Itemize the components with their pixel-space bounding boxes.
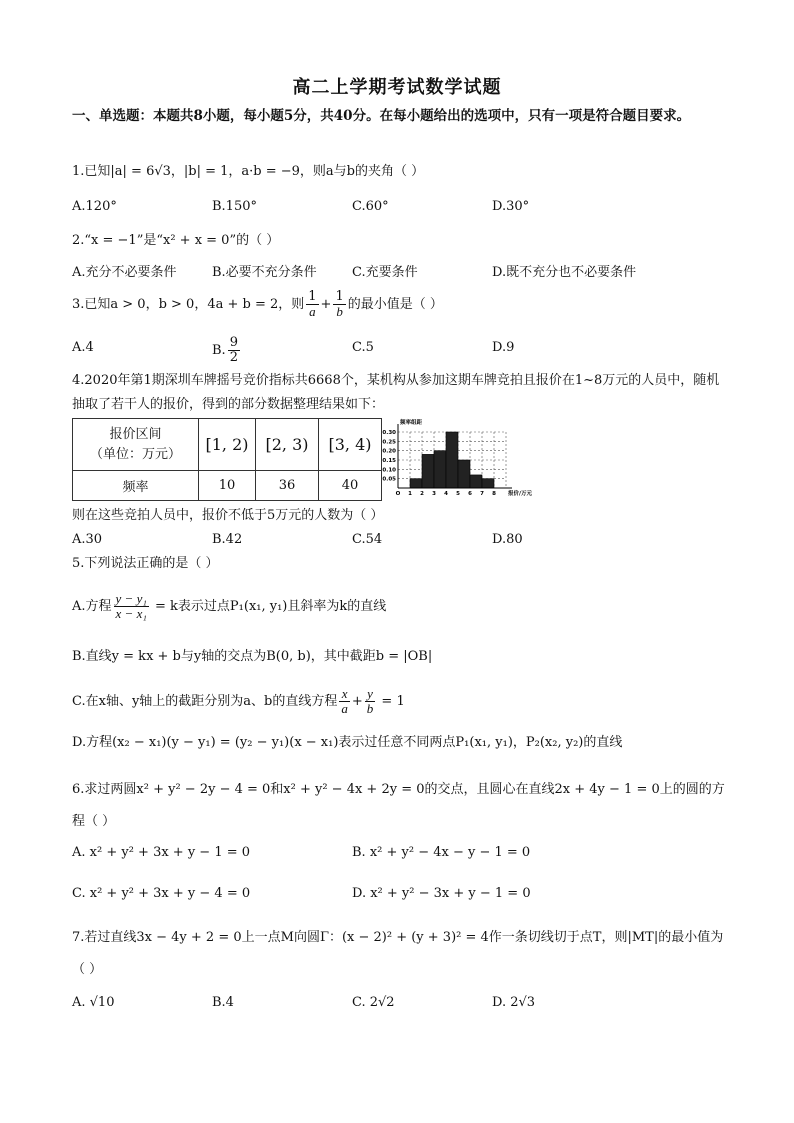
q3-option-b-numerator: 9	[229, 335, 238, 350]
question-7: 7.若过直线3x − 4y + 2 = 0上一点M向圆Γ：(x − 2)² + (y + 3)² = 4作一条切线切于点T，则|MT|的最小值为（ ）	[72, 930, 724, 977]
question-6-options-row-2	[72, 883, 732, 905]
histogram-y-tick-label: 0.30	[382, 430, 396, 436]
q3-fraction-1-over-b: $\frac{1}{b}$	[335, 289, 344, 319]
page-title: 高二上学期考试数学试题	[292, 77, 502, 98]
question-3-options	[72, 336, 732, 370]
question-1: 1.已知|a| = 6√3，|b| = 1，a·b = −9，则a与b的夹角（ ）	[72, 164, 425, 179]
histogram-bar	[458, 460, 470, 488]
q7-option-d[interactable]: D. 2√3	[492, 995, 536, 1010]
table-header-line-1: 报价区间	[109, 426, 162, 442]
q4-histogram	[376, 418, 533, 500]
q5-option-a-denominator: x − x₁	[115, 606, 147, 621]
question-5: 5.下列说法正确的是（ ）	[72, 556, 219, 571]
question-4-prompt: 则在这些竞拍人员中，报价不低于5万元的人数为（ ）	[72, 508, 384, 523]
q3-option-a[interactable]: A.4	[72, 340, 94, 355]
histogram-x-tick-label: 3	[432, 491, 436, 497]
q5-option-b[interactable]: B.直线y = kx + b与y轴的交点为B(0, b)，其中截距b = |OB|	[72, 649, 433, 664]
question-6-options-row-1	[72, 842, 732, 864]
section-header: 一、单选题：本题共8小题，每小题5分，共40分。在每小题给出的选项中，只有一项是符合题目要求。	[72, 108, 691, 124]
question-7-options	[72, 992, 732, 1014]
question-6: 6.求过两圆x² + y² − 2y − 4 = 0和x² + y² − 4x + 2y = 0的交点，且圆心在直线2x + 4y − 1 = 0上的圆的方程（ ）	[72, 782, 725, 829]
histogram-x-tick-label: 1	[408, 491, 412, 497]
q7-option-a[interactable]: A. √10	[72, 995, 115, 1010]
q6-option-b[interactable]: B. x² + y² − 4x − y − 1 = 0	[352, 845, 531, 860]
q3-option-d[interactable]: D.9	[492, 340, 515, 355]
question-1-options	[72, 196, 732, 218]
q1-option-d[interactable]: D.30°	[492, 199, 530, 214]
histogram-x-tick-label: 4	[444, 491, 448, 497]
q4-option-a[interactable]: A.30	[72, 532, 103, 547]
table-header-cell	[73, 419, 199, 471]
histogram-x-tick-label: 6	[468, 491, 472, 497]
q4-option-c[interactable]: C.54	[352, 532, 383, 547]
table-value-2: 36	[256, 471, 319, 501]
histogram-x-label: 报价/万元	[508, 491, 533, 497]
histogram-y-label: 频率组距	[400, 420, 423, 426]
table-interval-3: [3, 4)	[319, 419, 382, 471]
q3-option-b-denominator: 2	[229, 350, 238, 365]
q5-option-a-suffix: = k表示过点P₁(x₁, y₁)且斜率为k的直线	[150, 599, 387, 614]
q5-option-d[interactable]: D.方程(x₂ − x₁)(y − y₁) = (y₂ − y₁)(x − x₁)表示过任意不同两点P₁(x₁, y₁)，P₂(x₂, y₂)的直线	[72, 735, 623, 750]
q7-option-c[interactable]: C. 2√2	[352, 995, 395, 1010]
histogram-x-tick-label: 2	[420, 491, 424, 497]
histogram-bar	[470, 475, 482, 488]
q1-option-c[interactable]: C.60°	[352, 199, 389, 214]
table-interval-1: [1, 2)	[199, 419, 256, 471]
histogram-y-tick-label: 0.05	[382, 476, 396, 483]
histogram-bar	[446, 432, 458, 488]
q6-option-d[interactable]: D. x² + y² − 3x + y − 1 = 0	[352, 886, 531, 901]
question-4: 4.2020年第1期深圳车牌摇号竞价指标共6668个，某机构从参加这期车牌竞拍且报价在1~8万元的人员中，随机抽取了若干人的报价，得到的部分数据整理结果如下：	[72, 373, 720, 412]
histogram-x-tick-label: 7	[480, 491, 484, 497]
q2-option-b[interactable]: B.必要不充分条件	[212, 265, 317, 280]
question-2-options	[72, 262, 732, 284]
question-4-options	[72, 529, 732, 551]
histogram-y-tick-label: 0.15	[382, 458, 396, 464]
q1-option-a[interactable]: A.120°	[72, 199, 117, 214]
q2-option-d[interactable]: D.既不充分也不必要条件	[492, 265, 637, 280]
histogram-y-tick-label: 0.10	[382, 467, 396, 474]
histogram-bar	[410, 479, 422, 488]
q2-option-c[interactable]: C.充要条件	[352, 265, 418, 280]
histogram-y-tick-label: 0.25	[382, 439, 396, 446]
q6-option-c[interactable]: C. x² + y² + 3x + y − 4 = 0	[72, 886, 251, 901]
q5-option-c-prefix: C.在x轴、y轴上的截距分别为a、b的直线方程	[72, 694, 338, 709]
q3-prefix: 3.已知a > 0，b > 0，4a + b = 2，则	[72, 297, 305, 312]
histogram-bar	[482, 479, 494, 488]
q5-option-a-prefix: A.方程	[72, 599, 112, 614]
q2-option-a[interactable]: A.充分不必要条件	[72, 265, 177, 280]
table-value-3: 40	[319, 471, 382, 501]
histogram-y-tick-label: 0.20	[382, 448, 396, 455]
q3-option-b[interactable]: B. $\frac{9}{2}$	[212, 335, 238, 365]
q3-option-c[interactable]: C.5	[352, 340, 374, 355]
q5-option-c[interactable]: C.在x轴、y轴上的截距分别为a、b的直线方程 $\frac{x}{a}$ + $\frac{y}{b}$ = 1	[72, 686, 405, 716]
q7-option-b[interactable]: B.4	[212, 995, 234, 1010]
question-2: 2.“x = −1”是“x² + x = 0”的（ ）	[72, 233, 280, 248]
histogram-x-tick-label: O	[395, 491, 401, 497]
q4-option-d[interactable]: D.80	[492, 532, 523, 547]
q5-option-a-numerator: y − y₁	[115, 591, 147, 606]
histogram-x-tick-label: 5	[456, 491, 460, 497]
table-header-line-2: （单位：万元）	[89, 446, 181, 462]
q3-suffix: 的最小值是（ ）	[347, 297, 443, 312]
table-interval-2: [2, 3)	[256, 419, 319, 471]
table-row-label: 频率	[73, 471, 199, 501]
question-3: 3.已知a > 0，b > 0，4a + b = 2，则 $\frac{1}{a}$ + $\frac{1}{b}$ 的最小值是（ ）	[72, 289, 443, 319]
q3-fraction-1-over-a: $\frac{1}{a}$	[308, 289, 317, 319]
q1-option-b[interactable]: B.150°	[212, 199, 257, 214]
q5-option-a[interactable]	[72, 590, 732, 624]
q4-option-b[interactable]: B.42	[212, 532, 243, 547]
table-value-1: 10	[199, 471, 256, 501]
q6-option-a[interactable]: A. x² + y² + 3x + y − 1 = 0	[72, 845, 251, 860]
histogram-x-tick-label: 8	[492, 491, 496, 497]
histogram-bar	[434, 451, 446, 488]
q4-frequency-table	[72, 418, 382, 501]
histogram-bar	[422, 454, 434, 488]
q5-option-c-suffix: = 1	[377, 694, 405, 709]
